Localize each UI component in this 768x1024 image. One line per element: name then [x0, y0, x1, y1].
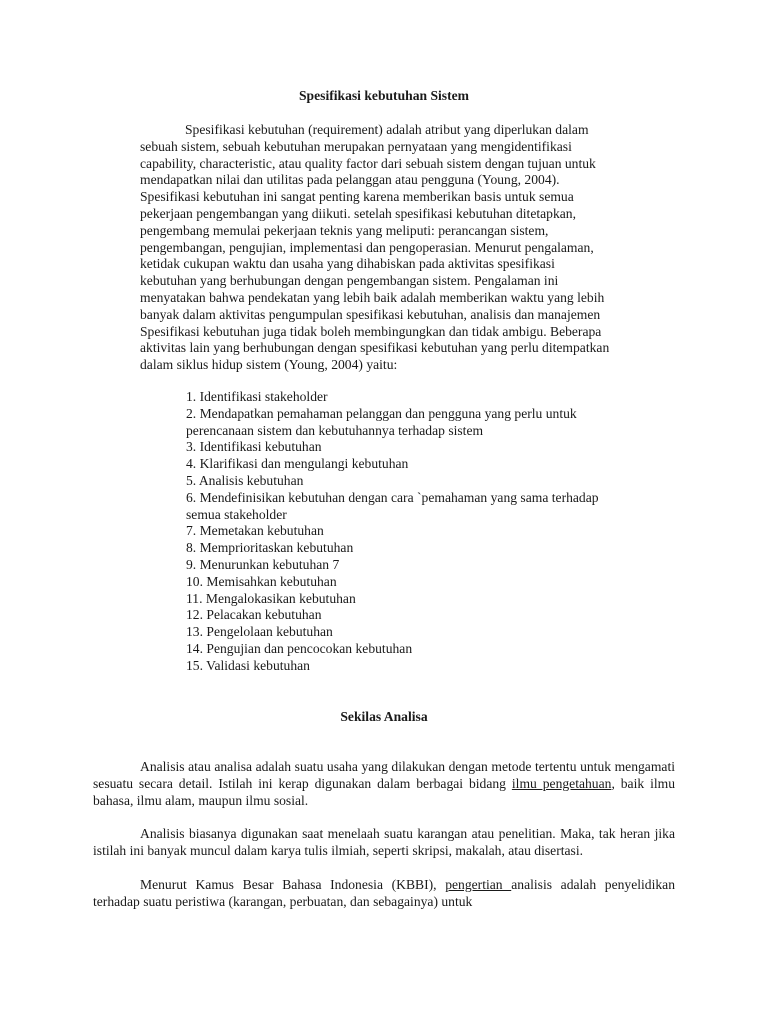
paragraph-line: dalam siklus hidup sistem (Young, 2004) yaitu: — [140, 357, 398, 373]
list-item: 13. Pengelolaan kebutuhan — [186, 624, 333, 640]
list-item: 9. Menurunkan kebutuhan 7 — [186, 556, 340, 572]
ilmu-pengetahuan-link[interactable]: ilmu pengetahuan — [511, 775, 612, 791]
list-item: 6. Mendefinisikan kebutuhan dengan cara `pemahaman yang sama terhadap — [186, 489, 599, 505]
list-item: 15. Validasi kebutuhan — [186, 657, 310, 673]
paragraph-line: Spesifikasi kebutuhan ini sangat penting karena memberikan basis untuk semua — [140, 189, 574, 205]
list-item: 7. Memetakan kebutuhan — [186, 523, 324, 539]
analysis-paragraph-2 — [93, 826, 675, 860]
list-item: 1. Identifikasi stakeholder — [186, 389, 328, 404]
paragraph-line: mendapatkan nilai dan utilitas pada pelanggan atau pengguna (Young, 2004). — [140, 172, 560, 188]
paragraph-line: pengembangan, pengujian, implementasi dan pengoperasian. Menurut pengalaman, — [140, 239, 594, 255]
section-title: Sekilas Analisa — [340, 709, 428, 724]
list-item: 4. Klarifikasi dan mengulangi kebutuhan — [186, 456, 409, 472]
paragraph-text: Analisis atau analisa adalah suatu usaha yang dilakukan dengan metode tertentu untuk mengamati sesuatu secara detail. Istilah ini kerap digunakan dalam berbagai bidang — [93, 759, 675, 791]
paragraph-line: sebuah sistem, sebuah kebutuhan merupakan pernyataan yang mengidentifikasi — [140, 138, 572, 154]
list-item: 12. Pelacakan kebutuhan — [186, 607, 322, 623]
paragraph-line: pekerjaan pengembangan yang diikuti. setelah spesifikasi kebutuhan ditetapkan, — [140, 205, 576, 221]
pengertian-link[interactable]: pengertian — [445, 877, 512, 892]
paragraph-line: aktivitas lain yang berhubungan dengan spesifikasi kebutuhan yang perlu ditempatkan — [140, 340, 610, 356]
paragraph-line: Spesifikasi kebutuhan (requirement) adalah atribut yang diperlukan dalam — [185, 122, 589, 137]
paragraph-line: capability, characteristic, atau quality factor dari sebuah sistem dengan tujuan untuk — [140, 155, 596, 171]
analysis-paragraph-1 — [93, 759, 675, 809]
paragraph-text: Analisis biasanya digunakan saat menelaah suatu karangan atau penelitian. Maka, tak heran jika istilah ini banyak muncul dalam karya tulis ilmiah, seperti skripsi, makalah, atau disertasi. — [93, 826, 675, 858]
paragraph-line: menyatakan bahwa pendekatan yang lebih baik adalah memberikan waktu yang lebih — [140, 289, 605, 305]
list-item: 5. Analisis kebutuhan — [186, 472, 304, 488]
document-title: Spesifikasi kebutuhan Sistem — [299, 88, 469, 103]
paragraph-line: pengembang memulai pekerjaan teknis yang meliputi: perancangan sistem, — [140, 222, 549, 238]
list-item: perencanaan sistem dan kebutuhannya terhadap sistem — [186, 422, 484, 438]
list-item: 2. Mendapatkan pemahaman pelanggan dan pengguna yang perlu untuk — [186, 405, 577, 421]
list-item: 14. Pengujian dan pencocokan kebutuhan — [186, 640, 413, 656]
paragraph-line: ketidak cukupan waktu dan usaha yang dihabiskan pada aktivitas spesifikasi — [140, 256, 555, 272]
paragraph-text: , baik ilmu bahasa, ilmu alam, maupun ilmu sosial. — [93, 775, 675, 808]
list-item: 10. Memisahkan kebutuhan — [186, 573, 337, 589]
paragraph-line: Spesifikasi kebutuhan juga tidak boleh membingungkan dan tidak ambigu. Beberapa — [140, 323, 602, 339]
list-item: semua stakeholder — [186, 506, 287, 522]
analysis-paragraph-3 — [93, 877, 675, 911]
paragraph-line: banyak dalam aktivitas pengumpulan spesifikasi kebutuhan, analisis dan manajemen — [140, 306, 601, 322]
list-item: 8. Memprioritaskan kebutuhan — [186, 540, 354, 556]
requirements-paragraph — [140, 122, 680, 374]
paragraph-text: analisis adalah penyelidikan terhadap suatu peristiwa (karangan, perbuatan, dan sebagainya) untuk — [93, 877, 675, 909]
list-item: 11. Mengalokasikan kebutuhan — [186, 590, 356, 606]
paragraph-text: Menurut Kamus Besar Bahasa Indonesia (KBBI), — [140, 877, 446, 892]
activity-list — [186, 389, 666, 675]
paragraph-line: kebutuhan yang berhubungan dengan pengembangan sistem. Pengalaman ini — [140, 273, 559, 289]
list-item: 3. Identifikasi kebutuhan — [186, 439, 322, 455]
